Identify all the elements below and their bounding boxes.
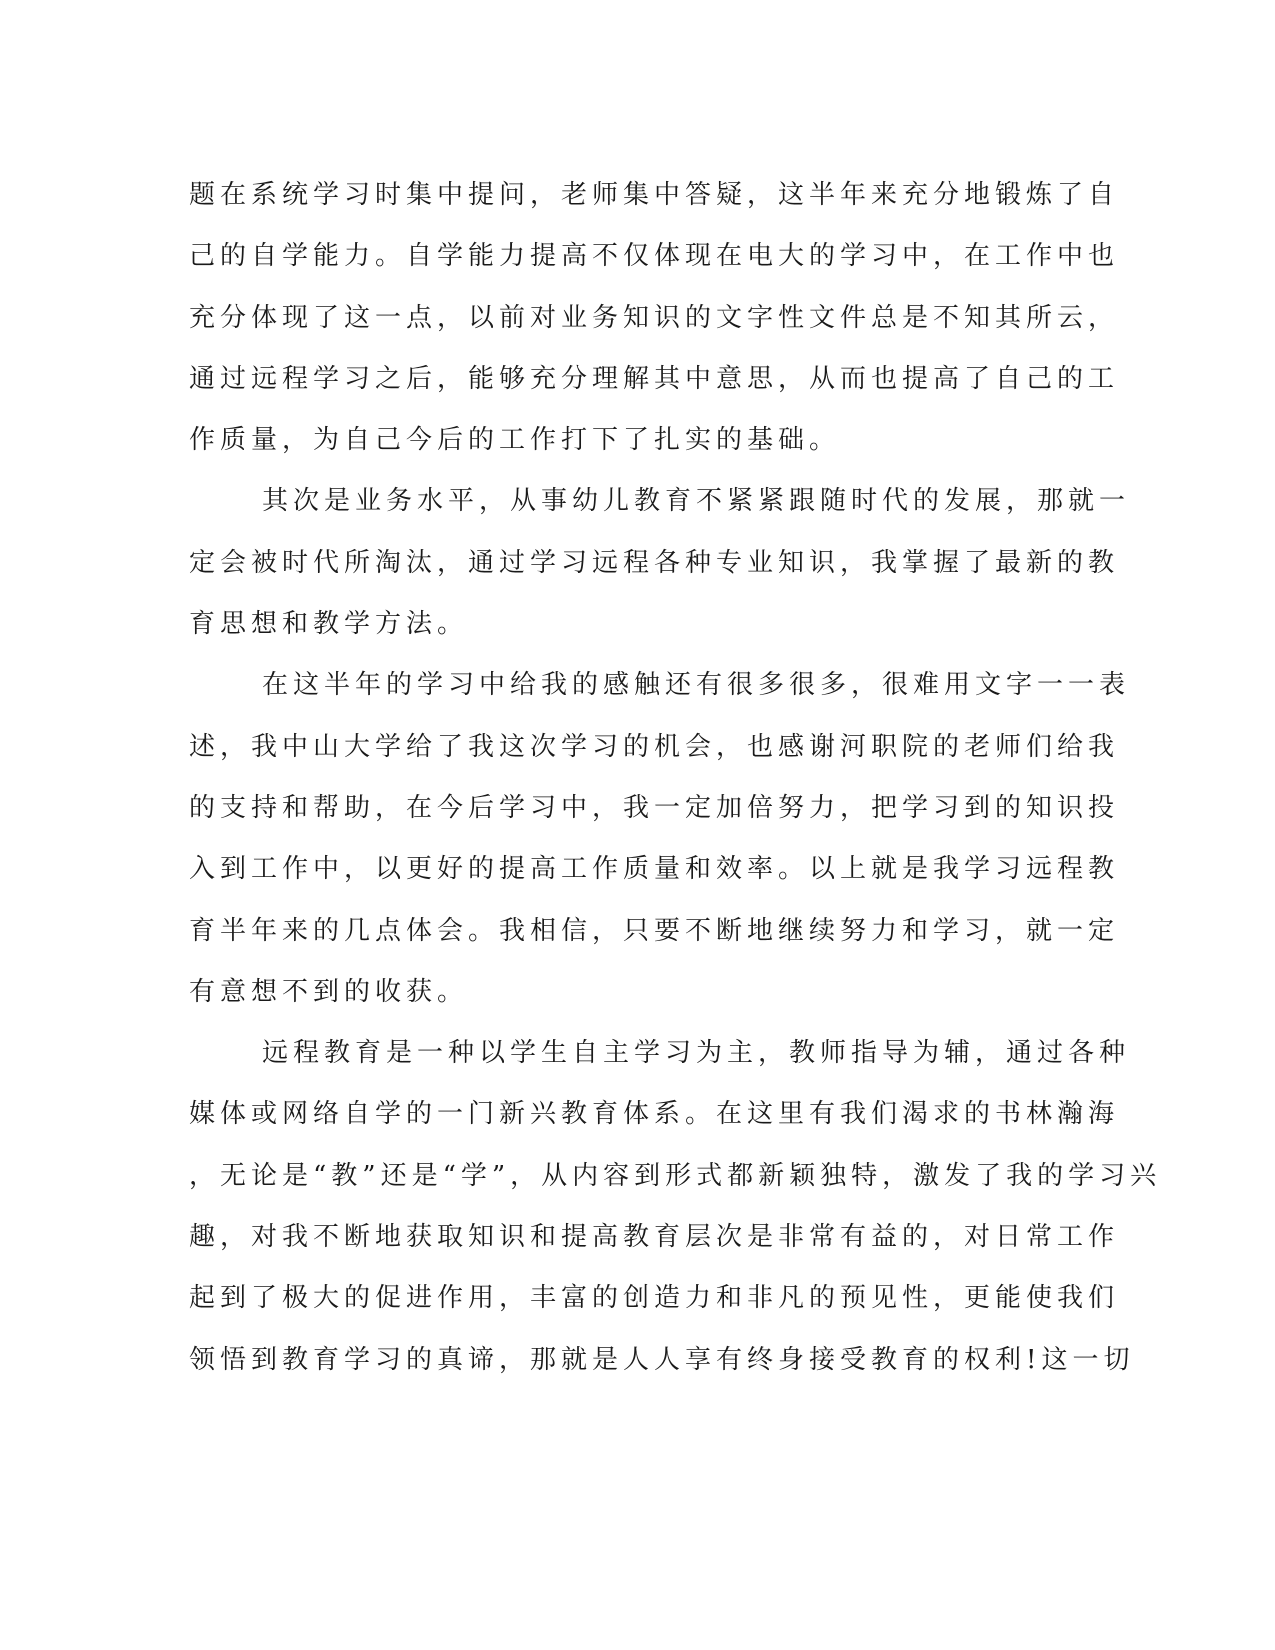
text-line: 题在系统学习时集中提问，老师集中答疑，这半年来充分地锻炼了自	[189, 180, 1120, 210]
text-line: 述，我中山大学给了我这次学习的机会，也感谢河职院的老师们给我	[189, 731, 1120, 762]
text-line: 育半年来的几点体会。我相信，只要不断地继续努力和学习，就一定	[189, 915, 1120, 946]
text-line: 起到了极大的促进作用，丰富的创造力和非凡的预见性，更能使我们	[189, 1283, 1120, 1314]
text-line: 育思想和教学方法。	[189, 609, 469, 640]
text-line: 入到工作中，以更好的提高工作质量和效率。以上就是我学习远程教	[189, 854, 1120, 885]
text-line: 趣，对我不断地获取知识和提高教育层次是非常有益的，对日常工作	[189, 1222, 1120, 1253]
text-line: 通过远程学习之后，能够充分理解其中意思，从而也提高了自己的工	[189, 363, 1120, 394]
text-line: 定会被时代所淘汰，通过学习远程各种专业知识，我掌握了最新的教	[189, 547, 1120, 578]
text-line: 作质量，为自己今后的工作打下了扎实的基础。	[189, 425, 841, 456]
text-line: 己的自学能力。自学能力提高不仅体现在电大的学习中，在工作中也	[189, 241, 1120, 272]
text-line: 远程教育是一种以学生自主学习为主，教师指导为辅，通过各种	[262, 1038, 1131, 1069]
text-line: 媒体或网络自学的一门新兴教育体系。在这里有我们渴求的书林瀚海	[189, 1099, 1120, 1130]
text-line: ，无论是“教”还是“学”，从内容到形式都新颖独特，激发了我的学习兴	[189, 1160, 1162, 1191]
text-line: 的支持和帮助，在今后学习中，我一定加倍努力，把学习到的知识投	[189, 792, 1120, 823]
text-line: 有意想不到的收获。	[189, 976, 469, 1007]
text-line: 充分体现了这一点，以前对业务知识的文字性文件总是不知其所云，	[189, 302, 1120, 333]
text-line: 在这半年的学习中给我的感触还有很多很多，很难用文字一一表	[262, 670, 1131, 701]
text-line: 领悟到教育学习的真谛，那就是人人享有终身接受教育的权利!这一切	[189, 1344, 1135, 1375]
text-line: 其次是业务水平，从事幼儿教育不紧紧跟随时代的发展，那就一	[262, 486, 1131, 517]
body-text	[189, 165, 1162, 1391]
